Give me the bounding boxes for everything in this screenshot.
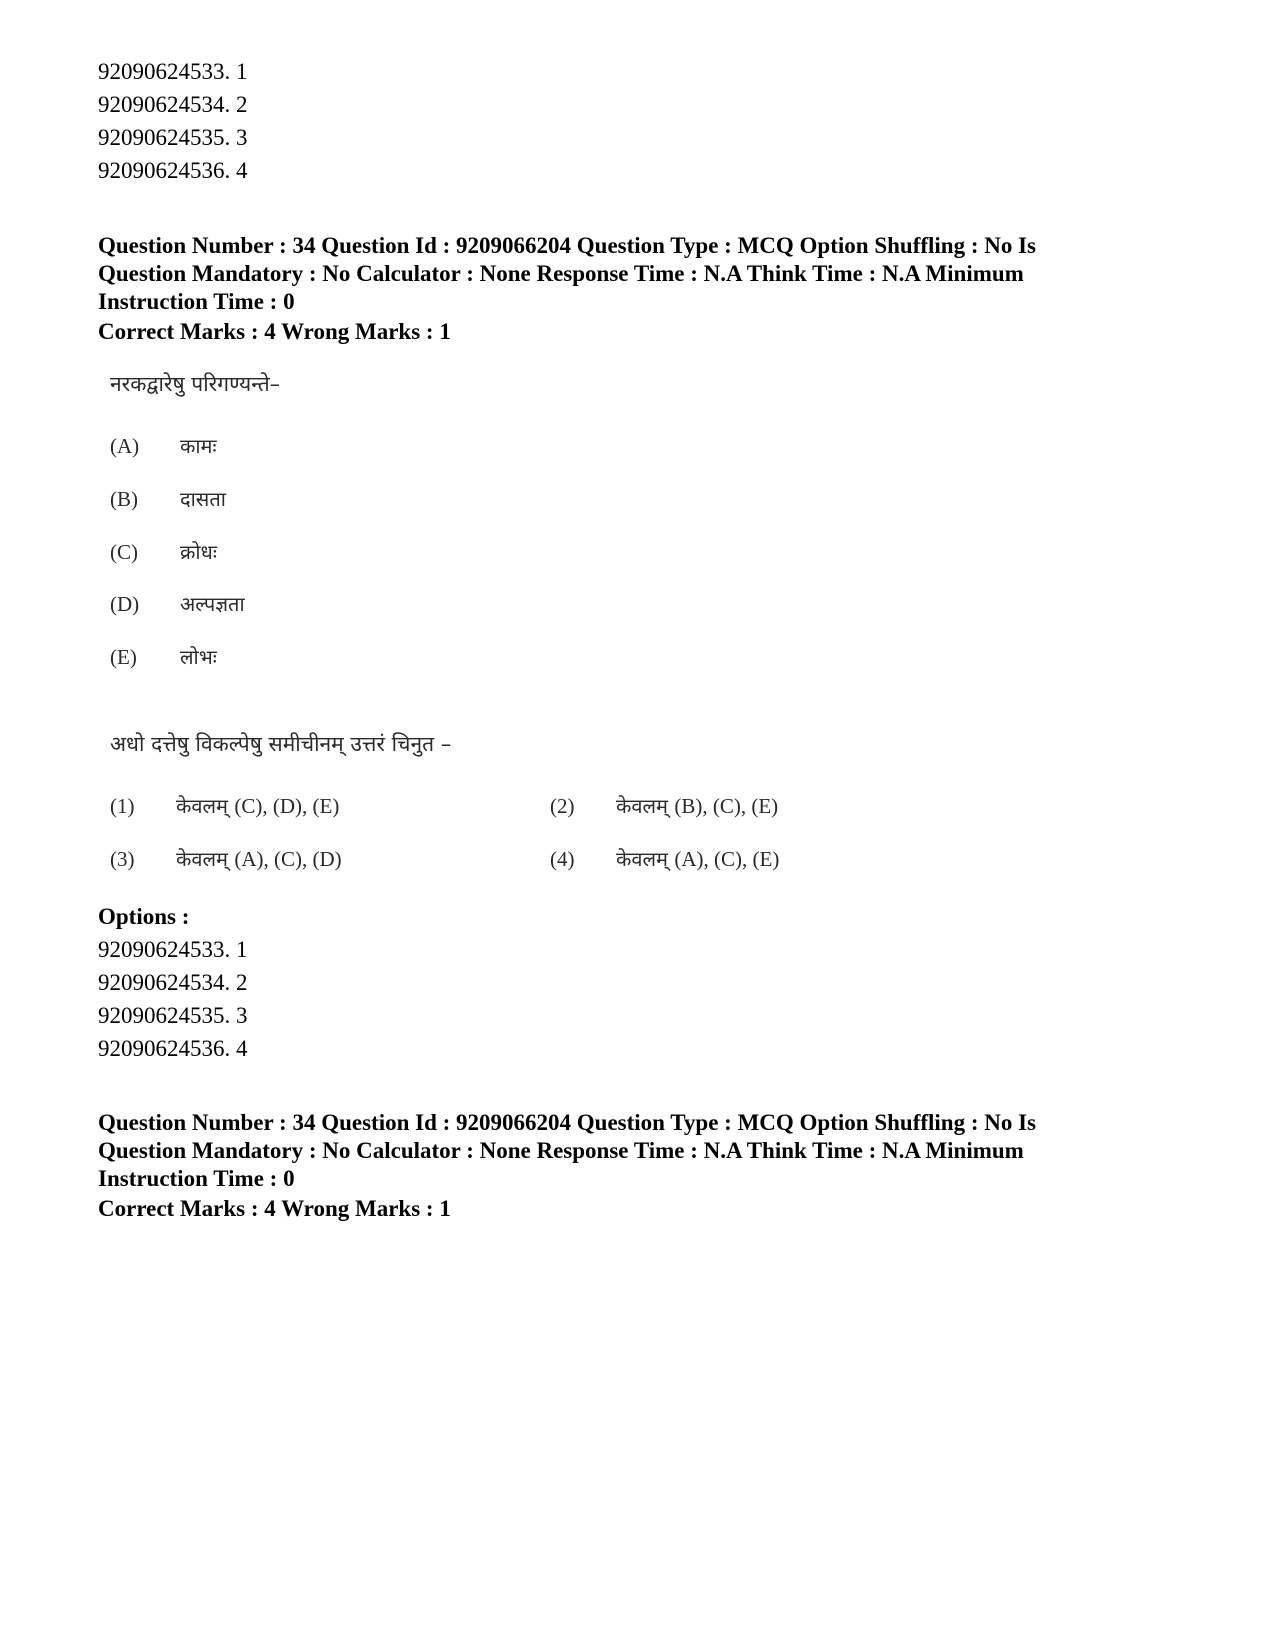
meta-line: Instruction Time : 0 [98, 1166, 295, 1191]
meta-line: Instruction Time : 0 [98, 289, 295, 314]
option-line [98, 969, 248, 997]
option-id: 92090624533. [98, 937, 231, 962]
item-label: (B) [110, 487, 138, 511]
answer-choice [110, 845, 342, 873]
option-value: 2 [236, 970, 248, 995]
option-value: 2 [236, 92, 248, 117]
item-label: (D) [110, 592, 140, 616]
question-meta [98, 1109, 1188, 1193]
choice-letters: (B), (C), (E) [674, 794, 779, 818]
option-value: 4 [236, 158, 248, 183]
list-item [110, 590, 245, 618]
question-stem: नरकद्वारेषु परिगण्यन्ते– [110, 372, 281, 396]
item-label: (A) [110, 434, 140, 458]
option-line [98, 91, 248, 119]
option-line [98, 157, 248, 185]
list-item [110, 432, 217, 460]
option-id: 92090624534. [98, 970, 231, 995]
item-text: कामः [180, 434, 217, 458]
answer-choice [110, 792, 339, 820]
option-line [98, 1002, 248, 1030]
item-text: अल्पज्ञता [180, 592, 245, 616]
meta-line: Question Number : 34 Question Id : 9209066204 Question Type : MCQ Option Shuffling : No Is [98, 233, 1037, 258]
option-value: 3 [236, 125, 248, 150]
choice-letters: (C), (D), (E) [234, 794, 340, 818]
item-text: क्रोधः [180, 540, 217, 564]
list-item [110, 538, 217, 566]
option-id: 92090624533. [98, 59, 231, 84]
option-id: 92090624536. [98, 1036, 231, 1061]
question-image [98, 370, 858, 930]
option-value: 1 [236, 937, 248, 962]
option-id: 92090624536. [98, 158, 231, 183]
option-line [98, 1035, 248, 1063]
choice-word: केवलम् [616, 794, 668, 818]
item-label: (C) [110, 540, 138, 564]
option-line [98, 124, 248, 152]
choice-letters: (A), (C), (D) [234, 847, 342, 871]
option-value: 4 [236, 1036, 248, 1061]
option-id: 92090624534. [98, 92, 231, 117]
item-label: (E) [110, 645, 137, 669]
meta-line: Question Number : 34 Question Id : 9209066204 Question Type : MCQ Option Shuffling : No Is [98, 1110, 1037, 1135]
list-item [110, 643, 217, 671]
choice-number: (3) [110, 847, 135, 871]
option-id: 92090624535. [98, 1003, 231, 1028]
choice-number: (4) [550, 847, 575, 871]
answer-choice [550, 792, 778, 820]
question-instruction: अधो दत्तेषु विकल्पेषु समीचीनम् उत्तरं चिनुत – [110, 732, 452, 756]
choice-word: केवलम् [616, 847, 668, 871]
option-value: 3 [236, 1003, 248, 1028]
option-line [98, 58, 248, 86]
item-text: लोभः [180, 645, 217, 669]
choice-letters: (A), (C), (E) [674, 847, 780, 871]
option-value: 1 [236, 59, 248, 84]
option-id: 92090624535. [98, 125, 231, 150]
question-marks: Correct Marks : 4 Wrong Marks : 1 [98, 319, 451, 344]
list-item [110, 485, 226, 513]
choice-word: केवलम् [176, 794, 228, 818]
question-marks: Correct Marks : 4 Wrong Marks : 1 [98, 1196, 451, 1221]
item-text: दासता [180, 487, 226, 511]
choice-word: केवलम् [176, 847, 228, 871]
answer-choice [550, 845, 779, 873]
meta-line: Question Mandatory : No Calculator : None Response Time : N.A Think Time : N.A Minimum [98, 261, 1024, 286]
choice-number: (2) [550, 794, 575, 818]
question-meta [98, 232, 1188, 316]
option-line [98, 936, 248, 964]
meta-line: Question Mandatory : No Calculator : None Response Time : N.A Think Time : N.A Minimum [98, 1138, 1024, 1163]
options-heading: Options : [98, 904, 190, 929]
choice-number: (1) [110, 794, 135, 818]
